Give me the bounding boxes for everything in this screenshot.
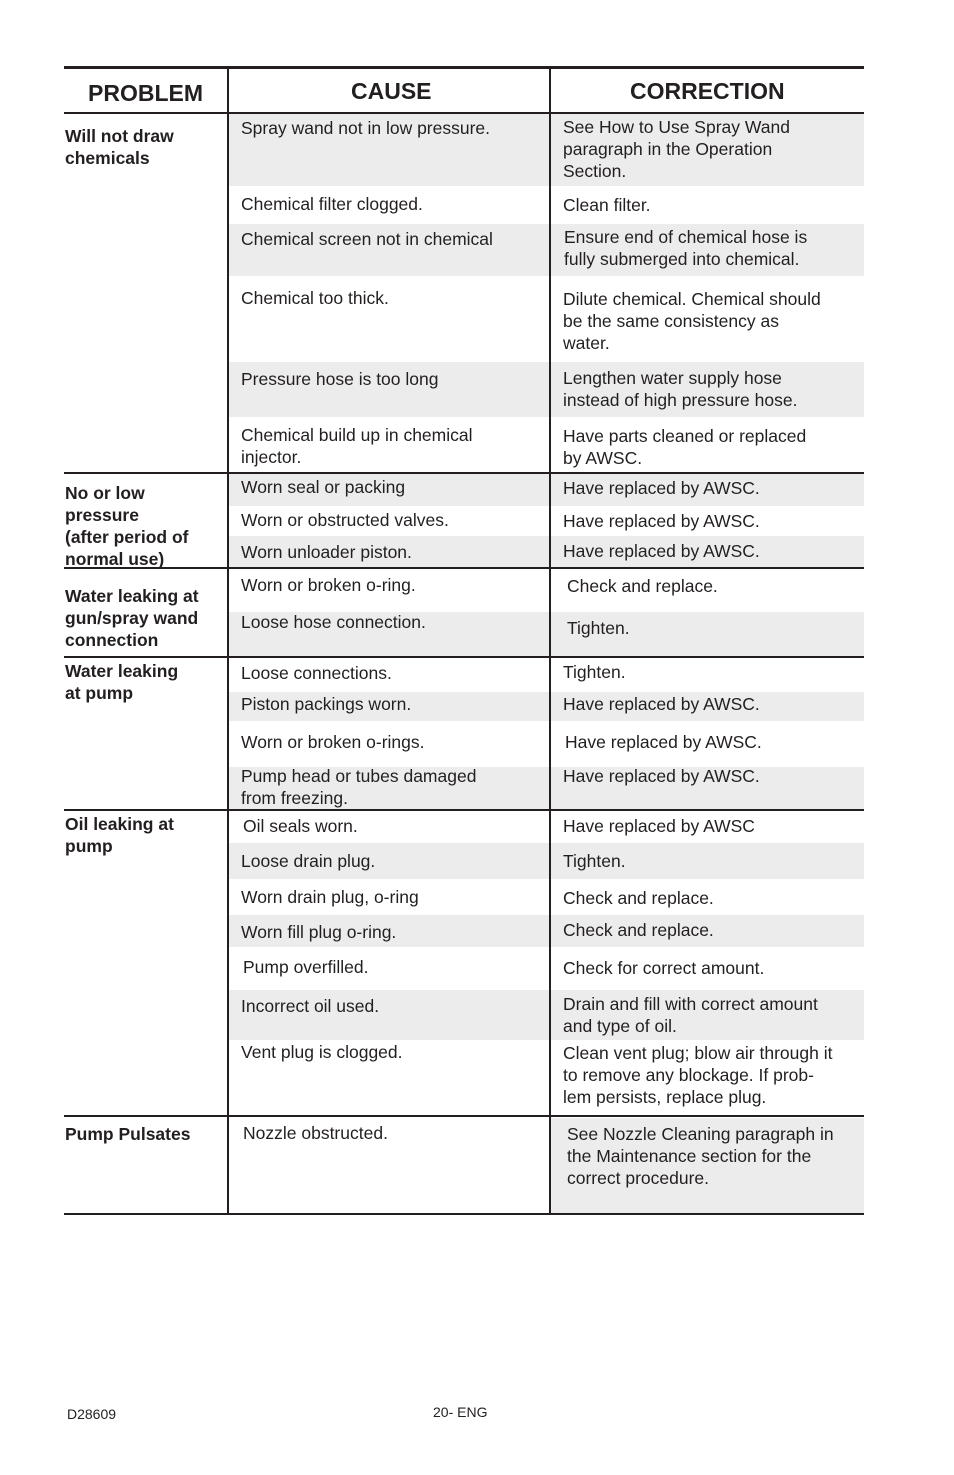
- cause-cell: Pressure hose is too long: [241, 369, 439, 389]
- problem-label: Pump Pulsates: [65, 1124, 191, 1144]
- correction-cell: See Nozzle Cleaning paragraph in the Maintenance section for the correct procedure.: [567, 1124, 834, 1188]
- table-top-rule: [64, 66, 864, 69]
- correction-cell: Tighten.: [563, 662, 626, 682]
- problem-label: No or low pressure (after period of normal use): [65, 483, 189, 569]
- cause-cell: Piston packings worn.: [241, 694, 412, 714]
- cause-cell: Chemical too thick.: [241, 288, 389, 308]
- correction-cell: Have replaced by AWSC.: [563, 694, 760, 714]
- header-cause: CAUSE: [351, 78, 432, 104]
- correction-cell: See How to Use Spray Wand paragraph in the Operation Section.: [563, 117, 790, 181]
- correction-cell: Have replaced by AWSC.: [563, 511, 760, 531]
- correction-cell: Check and replace.: [567, 576, 718, 596]
- cause-cell: Worn drain plug, o-ring: [241, 887, 419, 907]
- correction-cell: Check and replace.: [563, 920, 714, 940]
- correction-cell: Have replaced by AWSC.: [563, 766, 760, 786]
- correction-cell: Have replaced by AWSC: [563, 816, 755, 836]
- cause-cell: Worn fill plug o-ring.: [241, 922, 397, 942]
- correction-cell: Have replaced by AWSC.: [563, 541, 760, 561]
- problem-label: Will not draw chemicals: [65, 126, 174, 168]
- page-number: 20- ENG: [433, 1404, 488, 1420]
- cause-cell: Spray wand not in low pressure.: [241, 118, 491, 138]
- group-divider: [64, 1115, 864, 1117]
- cause-cell: Chemical screen not in chemical: [241, 229, 493, 249]
- correction-cell: Ensure end of chemical hose is fully submerged into chemical.: [564, 227, 808, 269]
- problem-label: Oil leaking at pump: [65, 814, 174, 856]
- header-rule: [64, 112, 864, 114]
- header-problem: PROBLEM: [88, 80, 203, 106]
- group-divider: [64, 472, 864, 474]
- cause-cell: Oil seals worn.: [243, 816, 358, 836]
- correction-cell: Lengthen water supply hose instead of high pressure hose.: [563, 368, 798, 410]
- correction-cell: Tighten.: [567, 618, 630, 638]
- cause-cell: Vent plug is clogged.: [241, 1042, 403, 1062]
- column-divider: [549, 66, 551, 1215]
- correction-cell: Have replaced by AWSC.: [563, 478, 760, 498]
- problem-label: Water leaking at gun/spray wand connection: [65, 586, 199, 650]
- document-number: D28609: [67, 1406, 117, 1422]
- correction-cell: Drain and fill with correct amount and type of oil.: [563, 994, 818, 1036]
- cause-cell: Worn unloader piston.: [241, 542, 412, 562]
- column-divider: [227, 66, 229, 1215]
- cause-cell: Pump overfilled.: [243, 957, 369, 977]
- cause-cell: Chemical build up in chemical injector.: [241, 425, 473, 467]
- cause-cell: Nozzle obstructed.: [243, 1123, 388, 1143]
- cause-cell: Loose hose connection.: [241, 612, 426, 632]
- header-correction: CORRECTION: [630, 78, 785, 104]
- correction-cell: Dilute chemical. Chemical should be the same consistency as water.: [563, 289, 821, 353]
- correction-cell: Have parts cleaned or replaced by AWSC.: [563, 426, 807, 468]
- group-divider: [64, 656, 864, 658]
- correction-cell: Tighten.: [563, 851, 626, 871]
- table-bottom-rule: [64, 1213, 864, 1215]
- group-divider: [64, 809, 864, 811]
- correction-cell: Clean filter.: [563, 195, 651, 215]
- correction-cell: Clean vent plug; blow air through it to remove any blockage. If prob- lem persists, replace plug.: [563, 1043, 833, 1107]
- cause-cell: Incorrect oil used.: [241, 996, 380, 1016]
- correction-cell: Have replaced by AWSC.: [565, 732, 762, 752]
- correction-cell: Check and replace.: [563, 888, 714, 908]
- cause-cell: Worn seal or packing: [241, 477, 406, 497]
- problem-label: Water leaking at pump: [65, 661, 179, 703]
- cause-cell: Pump head or tubes damaged from freezing.: [241, 766, 477, 808]
- cause-cell: Chemical filter clogged.: [241, 194, 423, 214]
- correction-cell: Check for correct amount.: [563, 958, 765, 978]
- cause-cell: Worn or obstructed valves.: [241, 510, 449, 530]
- cause-cell: Loose drain plug.: [241, 851, 376, 871]
- cause-cell: Worn or broken o-rings.: [241, 732, 425, 752]
- cause-cell: Worn or broken o-ring.: [241, 575, 416, 595]
- cause-cell: Loose connections.: [241, 663, 392, 683]
